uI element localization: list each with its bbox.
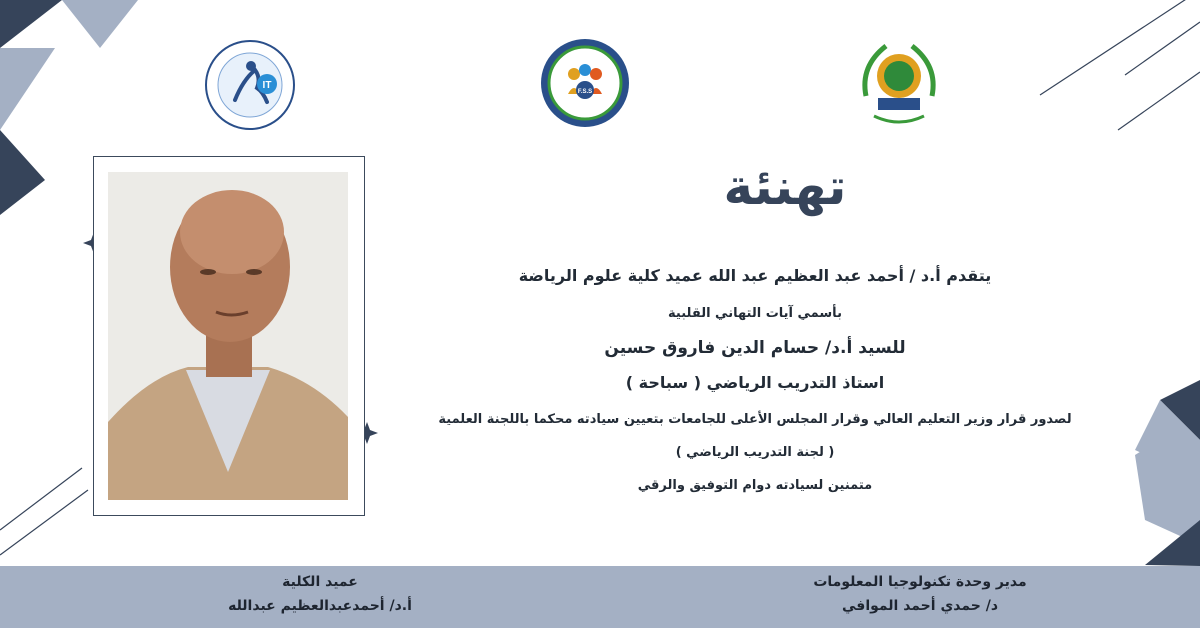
footer-right-name: د/ حمدي أحمد الموافي — [841, 598, 999, 614]
greeting-line: بأسمي آيات التهاني القلبية — [668, 306, 842, 321]
university-logo — [856, 36, 942, 132]
footer-left-name: أ.د/ أحمدعبدالعظيم عبدالله — [228, 598, 412, 614]
honoree-title: استاذ التدريب الرياضي ( سباحة ) — [625, 373, 885, 392]
congratulation-title: تهنئة — [723, 158, 847, 216]
wishes-line: متمنين لسيادته دوام التوفيق والرقي — [637, 478, 873, 493]
portrait-photo — [108, 172, 348, 500]
mansoura-university-logo-icon — [856, 36, 942, 132]
it-unit-logo-icon — [205, 40, 295, 130]
footer-right-role: مدير وحدة تكنولوجيا المعلومات — [813, 574, 1027, 590]
it-unit-logo — [205, 40, 295, 130]
intro-line: يتقدم أ.د / أحمد عبد العظيم عبد الله عميد كلية علوم الرياضة — [518, 266, 992, 285]
honoree-name: للسيد أ.د/ حسام الدين فاروق حسين — [604, 338, 906, 358]
committee-line: ( لجنة التدريب الرياضي ) — [675, 445, 835, 460]
portrait-person-icon — [108, 172, 348, 500]
faculty-logo — [540, 38, 630, 128]
fss-badge: F.S.S — [577, 89, 593, 95]
it-badge: IT — [262, 80, 272, 91]
footer-left-role: عميد الكلية — [282, 574, 358, 590]
reason-line: لصدور قرار وزير التعليم العالي وقرار المجلس الأعلى للجامعات بتعيين سيادته محكما باللجنة العلمية — [438, 412, 1072, 427]
faculty-sports-science-logo-icon — [540, 38, 630, 128]
